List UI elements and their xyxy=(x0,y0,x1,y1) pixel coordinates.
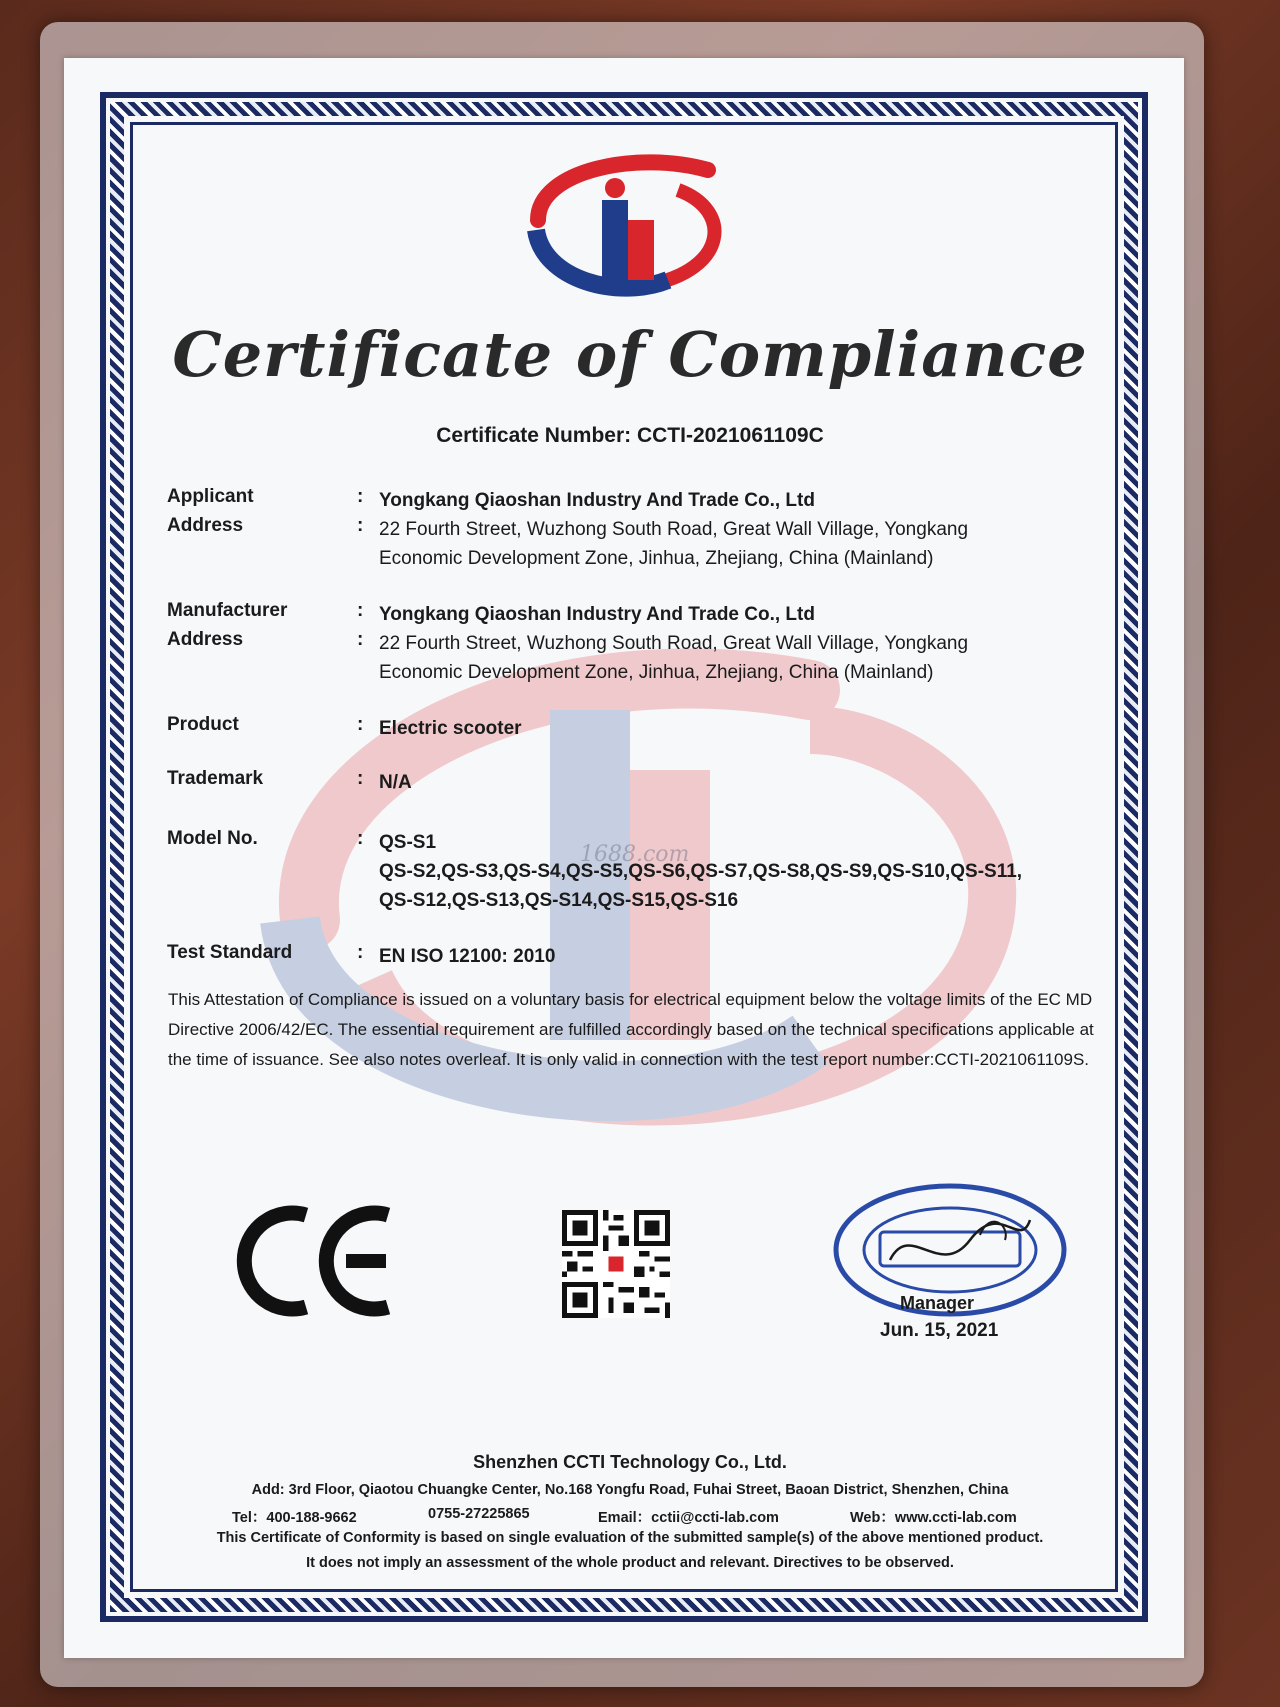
applicant-label: Applicant xyxy=(167,486,254,507)
attestation-text: This Attestation of Compliance is issued on a voluntary basis for electrical equipment below the voltage limits of the EC MD Directive 2006/42/EC. The essential requirement are fulfilled accordingly based on the technical specifications applicable at the time of issuance. See also notes overleaf. It is only valid in connection with the test report number:CCTI-2021061109S. xyxy=(168,990,1094,1069)
applicant-value: Yongkang Qiaoshan Industry And Trade Co., Ltd xyxy=(379,490,815,511)
issuer-address: Add: 3rd Floor, Qiaotou Chuangke Center, No.168 Yongfu Road, Fuhai Street, Baoan District, Shenzhen, China xyxy=(251,1482,1009,1498)
manufacturer-label: Manufacturer xyxy=(167,600,288,621)
model-label: Model No. xyxy=(167,828,258,849)
colon: : xyxy=(357,486,364,507)
ccti-logo-icon xyxy=(518,150,738,300)
certificate-number: Certificate Number: CCTI-2021061109C xyxy=(436,424,824,447)
issuer-name: Shenzhen CCTI Technology Co., Ltd. xyxy=(473,1452,787,1472)
disclaimer-line-1: This Certificate of Conformity is based on single evaluation of the submitted sample(s) of the above mentioned product. xyxy=(216,1530,1044,1546)
address-line-1: 22 Fourth Street, Wuzhong South Road, Great Wall Village, Yongkang xyxy=(379,519,969,540)
test-standard-value: EN ISO 12100: 2010 xyxy=(379,946,556,967)
trademark-value: N/A xyxy=(379,772,412,793)
address-line-2: Economic Development Zone, Jinhua, Zhejiang, China (Mainland) xyxy=(379,662,934,683)
product-label: Product xyxy=(167,714,239,735)
model-line-1: QS-S1 xyxy=(379,832,437,853)
model-value xyxy=(379,828,1079,915)
qr-code-icon xyxy=(562,1210,670,1318)
disclaimer-line-2: It does not imply an assessment of the whole product and relevant. Directives to be observed. xyxy=(306,1555,954,1571)
certificate-title: Certificate of Compliance xyxy=(172,318,1088,391)
colon: : xyxy=(357,942,364,963)
applicant-address-value xyxy=(379,515,1079,573)
manufacturer-address-value xyxy=(379,629,1079,687)
model-line-3: QS-S12,QS-S13,QS-S14,QS-S15,QS-S16 xyxy=(379,890,739,911)
address-label: Address xyxy=(167,629,244,650)
colon: : xyxy=(357,768,364,789)
ce-mark-icon xyxy=(228,1205,398,1317)
manufacturer-value: Yongkang Qiaoshan Industry And Trade Co., Ltd xyxy=(379,604,815,625)
trademark-label: Trademark xyxy=(167,768,264,789)
model-line-2: QS-S2,QS-S3,QS-S4,QS-S5,QS-S6,QS-S7,QS-S8,QS-S9,QS-S10,QS-S11, xyxy=(379,861,1023,882)
signatory-role: Manager xyxy=(900,1293,975,1313)
address-line-2: Economic Development Zone, Jinhua, Zhejiang, China (Mainland) xyxy=(379,548,934,569)
address-line-1: 22 Fourth Street, Wuzhong South Road, Great Wall Village, Yongkang xyxy=(379,633,969,654)
issuer-email: Email：cctii@ccti-lab.com xyxy=(598,1510,779,1526)
colon: : xyxy=(357,515,364,536)
signature-date: Jun. 15, 2021 xyxy=(880,1320,999,1341)
address-label: Address xyxy=(167,515,244,536)
test-standard-label: Test Standard xyxy=(167,942,293,963)
issuer-tel: Tel：400-188-9662 xyxy=(232,1510,357,1526)
colon: : xyxy=(357,600,364,621)
issuer-tel-2: 0755-27225865 xyxy=(428,1506,530,1522)
issuer-web: Web：www.ccti-lab.com xyxy=(850,1510,1017,1526)
colon: : xyxy=(357,629,364,650)
colon: : xyxy=(357,828,364,849)
site-watermark: 1688.com xyxy=(580,842,690,867)
product-value: Electric scooter xyxy=(379,718,522,739)
colon: : xyxy=(357,714,364,735)
